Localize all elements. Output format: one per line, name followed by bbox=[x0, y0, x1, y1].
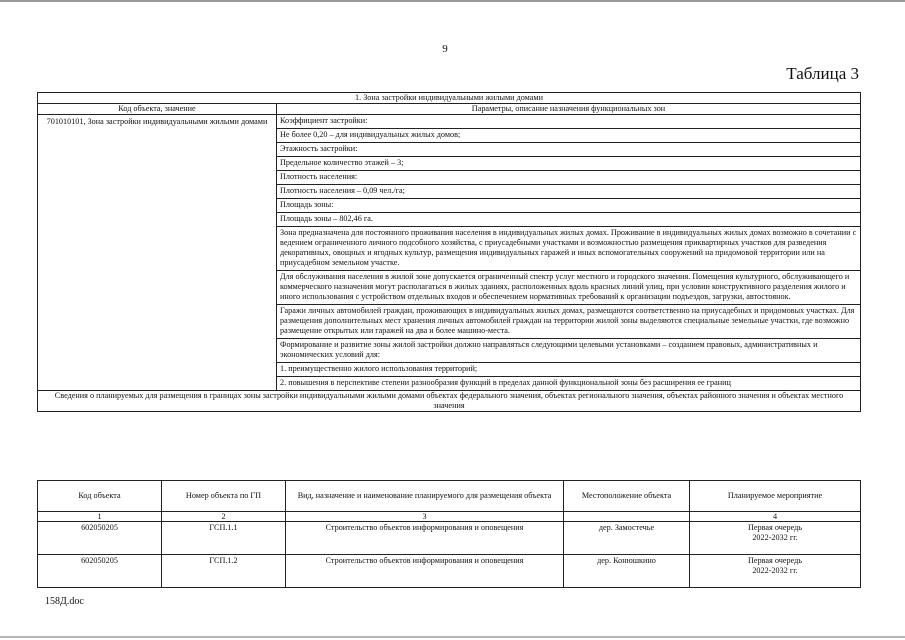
param-row: 1. преимущественно жилого использования территорий; bbox=[277, 363, 861, 377]
planned-event-stage: Первая очередь bbox=[748, 523, 802, 532]
object-location: дер. Конюшкино bbox=[564, 555, 690, 588]
object-name: Строительство объектов информирования и оповещения bbox=[286, 555, 564, 588]
object-code: 602050205 bbox=[38, 522, 162, 555]
param-paragraph: Для обслуживания населения в жилой зоне допускается ограниченный спектр услуг местного и городского значения. Помещения культурного, обслуживающего и коммерческого назначения могут располагаться в жилых зданиях, расположенных вдоль красных линий улиц, при условии конструктивного разделения жилого и иного использования с устройством отдельных входов и обеспечением нормативных требований к организации подъездов, загрузки, автостоянок. bbox=[277, 271, 861, 305]
planned-event bbox=[690, 522, 861, 555]
column-number: 3 bbox=[286, 512, 564, 522]
column-number-empty bbox=[564, 512, 690, 522]
object-location: дер. Замостечье bbox=[564, 522, 690, 555]
table-row bbox=[38, 522, 861, 555]
table-title: Таблица 3 bbox=[786, 64, 859, 83]
objects-table bbox=[37, 480, 861, 588]
planned-event-stage: Первая очередь bbox=[748, 556, 802, 565]
param-paragraph: Гаражи личных автомобилей граждан, проживающих в индивидуальных жилых домах, размещаются соответственно на приусадебных и придомовых участках. Для размещения дополнительных мест хранения личных автомобилей граждан на территории жилой зоны выделяются специальные земельные участки, где возможно размещение открытых или гаражей на два и более машино-места. bbox=[277, 305, 861, 339]
column-number: 4 bbox=[690, 512, 861, 522]
col-code-header: Код объекта, значение bbox=[38, 104, 277, 115]
table-row bbox=[38, 555, 861, 588]
param-paragraph: Формирование и развитие зоны жилой застройки должно направляться следующими целевыми установками – созданием правовых, административных и экономических условий для: bbox=[277, 339, 861, 363]
header-gp-number: Номер объекта по ГП bbox=[162, 481, 286, 512]
planned-objects-info: Сведения о планируемых для размещения в границах зоны застройки индивидуальными жилыми домами объектах федерального значения, объектах регионального значения, объектах районного значения и объектах местного значения bbox=[38, 391, 861, 412]
gp-number: ГСП.1.2 bbox=[162, 555, 286, 588]
planned-event-period: 2022-2032 гг. bbox=[752, 566, 798, 575]
file-name-footer: 158Д.doc bbox=[45, 596, 84, 607]
bottom-scan-edge bbox=[0, 636, 905, 638]
top-scan-edge bbox=[0, 0, 905, 2]
header-location: Местоположение объекта bbox=[564, 481, 690, 512]
column-number: 1 bbox=[38, 512, 162, 522]
column-number: 2 bbox=[162, 512, 286, 522]
param-row: 2. повышения в перспективе степени разнообразия функций в пределах данной функциональной зоны без расширения ее границ bbox=[277, 377, 861, 391]
param-row: Плотность населения: bbox=[277, 171, 861, 185]
param-row: Площадь зоны: bbox=[277, 199, 861, 213]
object-code: 602050205 bbox=[38, 555, 162, 588]
param-row: Коэффициент застройки: bbox=[277, 115, 861, 129]
param-row: Не более 0,20 – для индивидуальных жилых домов; bbox=[277, 129, 861, 143]
col-params-header: Параметры, описание назначения функциональных зон bbox=[277, 104, 861, 115]
planned-event bbox=[690, 555, 861, 588]
zone-table bbox=[37, 92, 861, 412]
param-paragraph: Зона предназначена для постоянного проживания населения в индивидуальных жилых домах. Проживание в индивидуальных жилых домах возможно в сочетании с ведением ограниченного личного подсобного хозяйства, с приусадебными участками и возможностью размещения приквартирных участков для разведения декоративных, овощных и ягодных культур, размещения индивидуальных гаражей и иных вспомогательных сооружений на придомовой территории или на приусадебном земельном участке. bbox=[277, 227, 861, 271]
page-number: 9 bbox=[442, 43, 448, 55]
zone-title: 1. Зона застройки индивидуальными жилыми домами bbox=[38, 93, 861, 104]
object-code-cell: 701010101, Зона застройки индивидуальными жилыми домами bbox=[38, 115, 277, 391]
header-object-name: Вид, назначение и наименование планируемого для размещения объекта bbox=[286, 481, 564, 512]
planned-event-period: 2022-2032 гг. bbox=[752, 533, 798, 542]
param-row: Этажность застройки: bbox=[277, 143, 861, 157]
param-row: Предельное количество этажей – 3; bbox=[277, 157, 861, 171]
param-row: Площадь зоны – 802,46 га. bbox=[277, 213, 861, 227]
gp-number: ГСП.1.1 bbox=[162, 522, 286, 555]
header-planned-event: Планируемое мероприятие bbox=[690, 481, 861, 512]
header-object-code: Код объекта bbox=[38, 481, 162, 512]
object-name: Строительство объектов информирования и оповещения bbox=[286, 522, 564, 555]
param-row: Плотность населения – 0,09 чел./га; bbox=[277, 185, 861, 199]
